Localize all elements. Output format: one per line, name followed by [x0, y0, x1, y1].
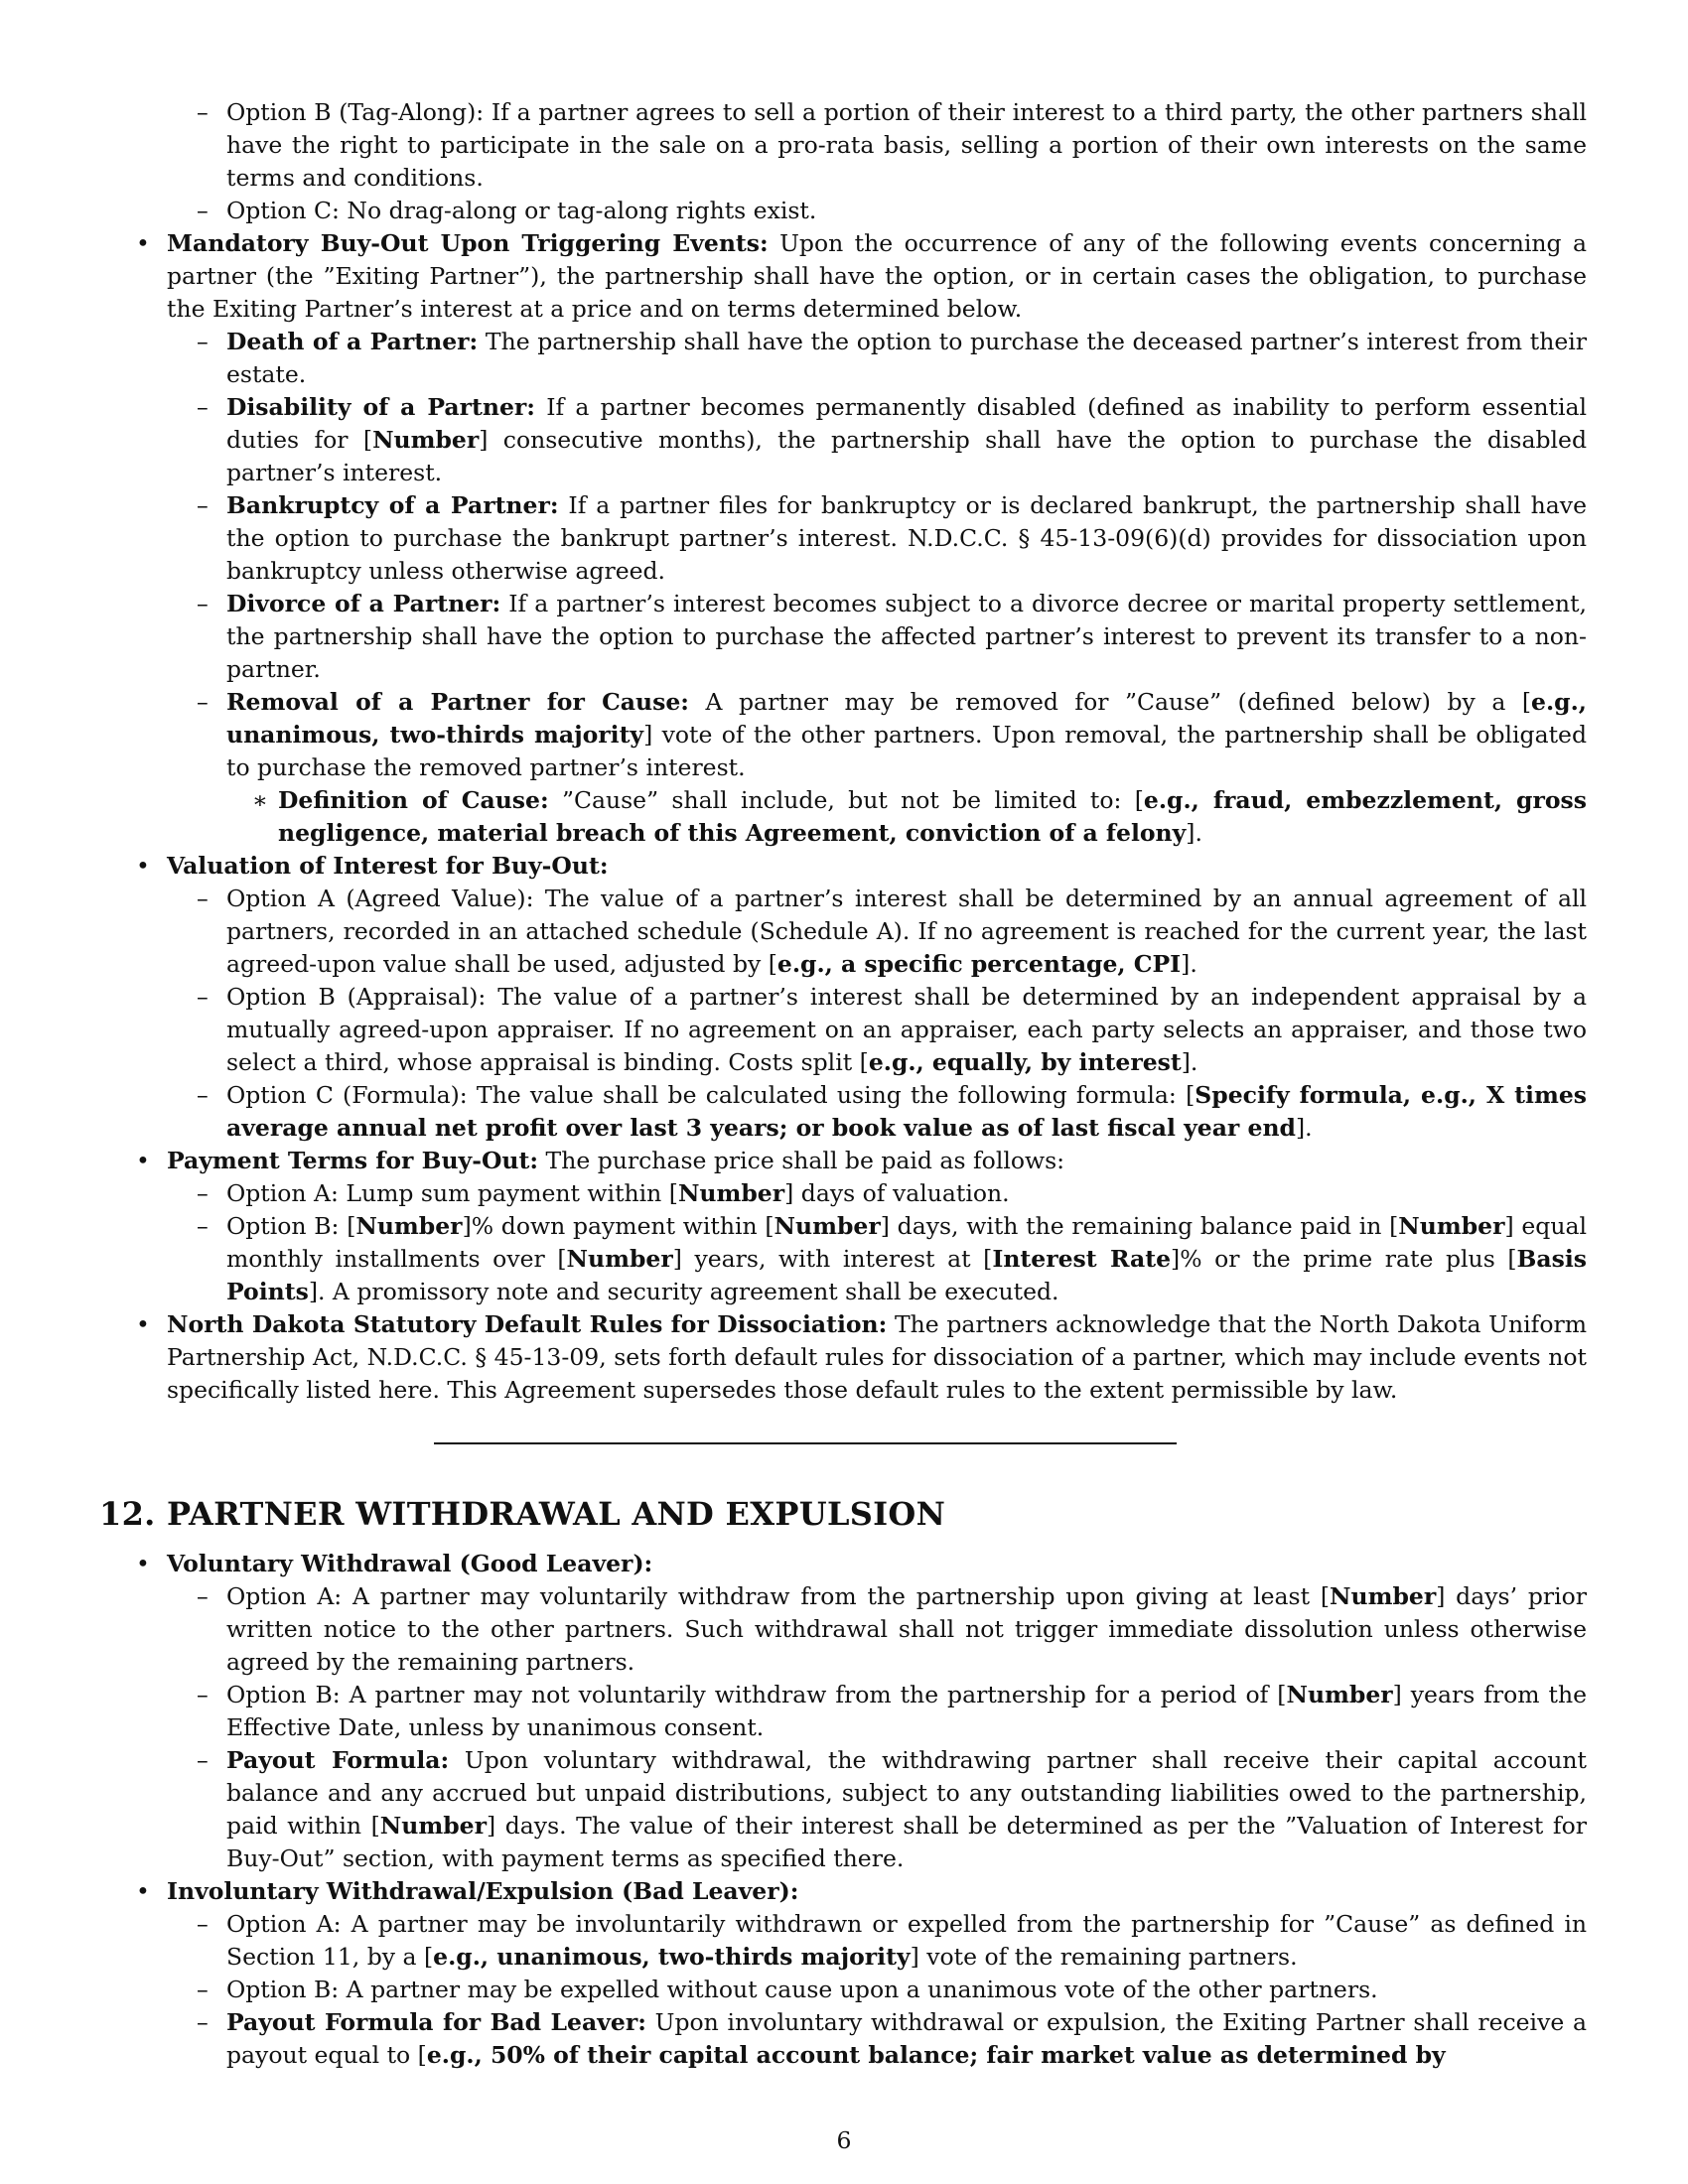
list-item: – Payout Formula for Bad Leaver: Upon involuntary withdrawal or expulsion, the Exiting Partner shall receive a payout equal to [e.g., 50% of their capital account balance; fair market value as determined by — [167, 2006, 1587, 2072]
placeholder: Number — [566, 1245, 673, 1273]
involuntary-options-list — [167, 1908, 1587, 2072]
placeholder: Number — [1286, 1681, 1393, 1708]
payment-options-list — [167, 1177, 1587, 1308]
list-item: – Option B (Tag-Along): If a partner agrees to sell a portion of their interest to a third party, the other partners shall have the right to participate in the sale on a pro-rata basis, selling a portion of their own interests on the same terms and conditions. — [167, 96, 1587, 195]
item-title: Involuntary Withdrawal/Expulsion (Bad Leaver): — [167, 1877, 799, 1905]
list-item: – Option B (Appraisal): The value of a partner’s interest shall be determined by an independent appraisal by a mutually agreed-upon appraiser. If no agreement on an appraiser, each party selects an appraiser, and those two select a third, whose appraisal is binding. Costs split [e.g., equally, by interest]. — [167, 981, 1587, 1079]
placeholder: e.g., a specific percentage, CPI — [776, 950, 1182, 978]
section12-list — [99, 1548, 1587, 2072]
triggering-events-list — [167, 326, 1587, 850]
valuation-item — [99, 850, 1587, 1145]
section11-list — [99, 227, 1587, 1407]
involuntary-withdrawal-item — [99, 1875, 1587, 2072]
list-item: – Option C: No drag-along or tag-along rights exist. — [167, 195, 1587, 227]
voluntary-withdrawal-item — [99, 1548, 1587, 1875]
item-title: Valuation of Interest for Buy-Out: — [167, 852, 609, 880]
section-divider — [434, 1442, 1177, 1444]
placeholder: Interest Rate — [992, 1245, 1172, 1273]
list-item: – Removal of a Partner for Cause: A partner may be removed for ”Cause” (defined below) by a [e.g., unanimous, two-thirds majority] vote of the other partners. Upon removal, the partnership shall be obligated to purchase the removed partner’s interest. ∗ Definition of Cause: ”Cause” shall include, but not be limited to: [e.g., fraud, embezzlement, gross negligence, material breach of this Agreement, conviction of a felony]. — [167, 686, 1587, 850]
valuation-options-list — [167, 883, 1587, 1145]
mandatory-buyout-item: • Mandatory Buy-Out Upon Triggering Events: Upon the occurrence of any of the following events concerning a partner (the ”Exiting Partner”), the partnership shall have the option, or in certain cases the obligation, to purchase the Exiting Partner’s interest at a price and on terms determined below. – Death of a Partner: The partnership shall have the option to purchase the deceased partner’s interest from their estate. – Disability of a Partner: If a partner becomes permanently disabled (defined as inability to perform essential duties for [Number] consecutive months), the partnership shall have the option to purchase the disabled partner’s interest. – Bankruptcy of a Partner: If a partner files for bankruptcy or is declared bankrupt, the partnership shall have the option to purchase the bankrupt partner’s interest. N.D.C.C. § 45-13-09(6)(d) provides for dissociation upon bankruptcy unless otherwise agreed. – Divorce of a Partner: If a partner’s interest becomes subject to a divorce decree or marital property settlement, the partnership shall have the option to purchase the affected partner’s interest to prevent its transfer to a non-partner. – Removal of a Partner for Cause: A partner may be removed for ”Cause” (defined below) by a [e.g., unanimous, two-thirds majority] vote of the other partners. Upon removal, the partnership shall be obligated to purchase the removed partner’s interest. ∗ Definition of Cause: ”Cause” shall include, but not be limited to: [e.g., fraud, embezzlement, gross negligence, material breach of this Agreement, conviction of a felony]. — [99, 227, 1587, 850]
list-item: – Payout Formula: Upon voluntary withdrawal, the withdrawing partner shall receive their capital account balance and any accrued but unpaid distributions, subject to any outstanding liabilities owed to the partnership, paid within [Number] days. The value of their interest shall be determined as per the ”Valuation of Interest for Buy-Out” section, with payment terms as specified there. — [167, 1744, 1587, 1875]
list-item: – Option C (Formula): The value shall be calculated using the following formula: [Specify formula, e.g., X times average annual net profit over last 3 years; or book value as of last fiscal year end]. — [167, 1079, 1587, 1145]
list-item: – Option B: [Number]% down payment within [Number] days, with the remaining balance paid in [Number] equal monthly installments over [Number] years, with interest at [Interest Rate]% or the prime rate plus [Basis Points]. A promissory note and security agreement shall be executed. — [167, 1210, 1587, 1308]
list-item: – Option A (Agreed Value): The value of a partner’s interest shall be determined by an annual agreement of all partners, recorded in an attached schedule (Schedule A). If no agreement is reached for the current year, the last agreed-upon value shall be used, adjusted by [e.g., a specific percentage, CPI]. — [167, 883, 1587, 981]
placeholder: Number — [372, 426, 480, 454]
item-title: Voluntary Withdrawal (Good Leaver): — [167, 1550, 653, 1577]
placeholder: Number — [379, 1812, 487, 1840]
payment-terms-item: • Payment Terms for Buy-Out: The purchase price shall be paid as follows: – Option A: Lump sum payment within [Number] days of valuation. – Option B: [Number]% down payment within [Number] days, with the remaining balance paid in [Number] equal monthly installments over [Number] years, with interest at [Interest Rate]% or the prime rate plus [Basis Points]. A promissory note and security agreement shall be executed. — [99, 1145, 1587, 1308]
statutory-rules-item: • North Dakota Statutory Default Rules for Dissociation: The partners acknowledge that the North Dakota Uniform Partnership Act, N.D.C.C. § 45-13-09, sets forth default rules for dissociation of a partner, which may include events not specifically listed here. This Agreement supersedes those default rules to the extent permissible by law. — [99, 1308, 1587, 1407]
list-item: – Divorce of a Partner: If a partner’s interest becomes subject to a divorce decree or marital property settlement, the partnership shall have the option to purchase the affected partner’s interest to prevent its transfer to a non-partner. — [167, 588, 1587, 686]
list-item: – Bankruptcy of a Partner: If a partner files for bankruptcy or is declared bankrupt, the partnership shall have the option to purchase the bankrupt partner’s interest. N.D.C.C. § 45-13-09(6)(d) provides for dissociation upon bankruptcy unless otherwise agreed. — [167, 489, 1587, 588]
placeholder: Number — [355, 1212, 463, 1240]
placeholder: e.g., equally, by interest — [868, 1048, 1182, 1076]
page-number: 6 — [836, 2126, 852, 2154]
list-item: ∗ Definition of Cause: ”Cause” shall include, but not be limited to: [e.g., fraud, embezzlement, gross negligence, material breach of this Agreement, conviction of a felony]. — [226, 784, 1587, 850]
list-item: – Option A: Lump sum payment within [Number] days of valuation. — [167, 1177, 1587, 1210]
page-content — [99, 96, 1587, 2072]
placeholder: e.g., 50% of their capital account balance; fair market value as determined by — [426, 2041, 1446, 2069]
placeholder: Number — [1330, 1582, 1437, 1610]
placeholder: Specify formula, e.g., X times average annual net profit over last 3 years; or book value as of last fiscal year end — [226, 1081, 1587, 1142]
item-title: Mandatory Buy-Out Upon Triggering Events: — [167, 229, 769, 257]
tag-along-options — [167, 96, 1587, 227]
placeholder: Number — [677, 1179, 785, 1207]
placeholder: e.g., unanimous, two-thirds majority — [433, 1943, 911, 1971]
placeholder: Number — [774, 1212, 881, 1240]
item-title: North Dakota Statutory Default Rules for Dissociation: — [167, 1310, 888, 1338]
list-item: – Option A: A partner may voluntarily withdraw from the partnership upon giving at least [Number] days’ prior written notice to the other partners. Such withdrawal shall not trigger immediate dissolution unless otherwise agreed by the remaining partners. — [167, 1580, 1587, 1679]
list-item: – Disability of a Partner: If a partner becomes permanently disabled (defined as inability to perform essential duties for [Number] consecutive months), the partnership shall have the option to purchase the disabled partner’s interest. — [167, 391, 1587, 489]
voluntary-options-list — [167, 1580, 1587, 1875]
placeholder: e.g., unanimous, two-thirds majority — [226, 688, 1587, 749]
list-item: – Death of a Partner: The partnership shall have the option to purchase the deceased partner’s interest from their estate. — [167, 326, 1587, 391]
list-item: – Option B: A partner may not voluntarily withdraw from the partnership for a period of [Number] years from the Effective Date, unless by unanimous consent. — [167, 1679, 1587, 1744]
list-item: – Option A: A partner may be involuntarily withdrawn or expelled from the partnership for ”Cause” as defined in Section 11, by a [e.g., unanimous, two-thirds majority] vote of the remaining partners. — [167, 1908, 1587, 1974]
placeholder: Basis Points — [226, 1245, 1588, 1305]
placeholder: Number — [1398, 1212, 1505, 1240]
placeholder: e.g., fraud, embezzlement, gross negligence, material breach of this Agreement, conviction of a felony — [278, 786, 1587, 847]
cause-definition-list — [226, 784, 1587, 850]
list-item: – Option B: A partner may be expelled without cause upon a unanimous vote of the other partners. — [167, 1974, 1587, 2006]
item-title: Payment Terms for Buy-Out: — [167, 1147, 539, 1174]
section-heading: 12. PARTNER WITHDRAWAL AND EXPULSION — [99, 1495, 946, 1533]
